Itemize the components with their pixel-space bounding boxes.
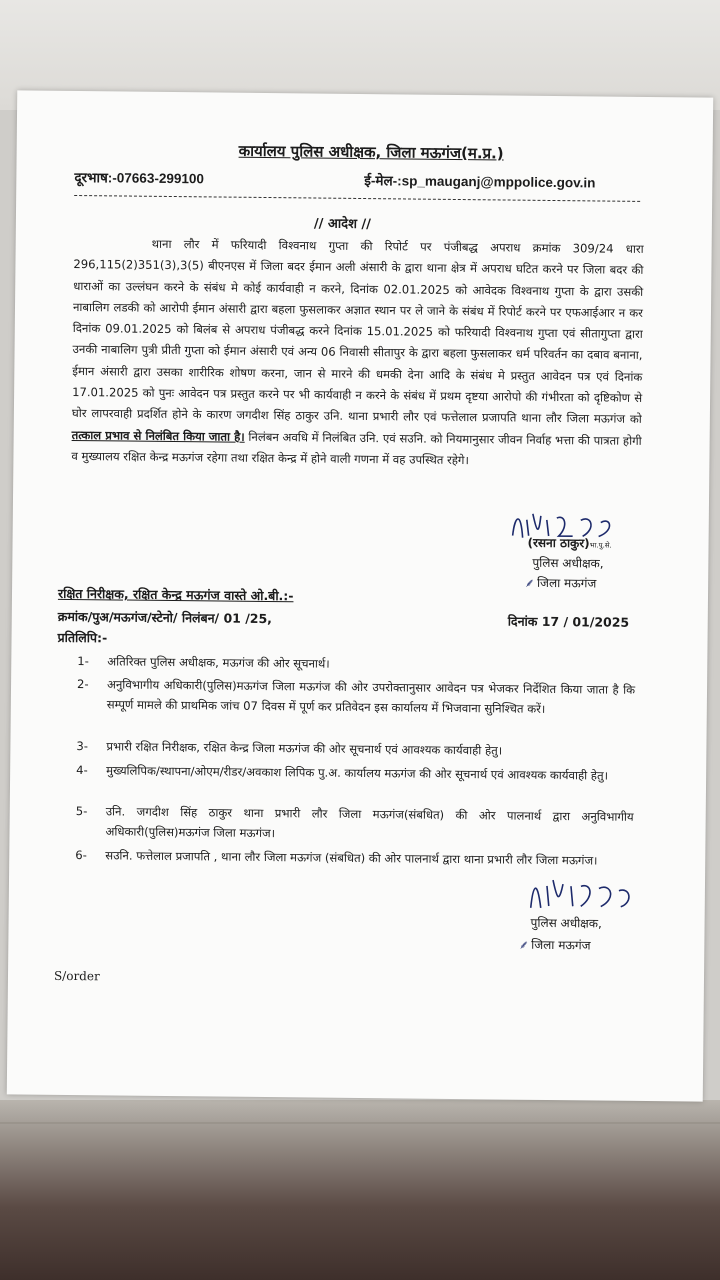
signatory-designation: पुलिस अधीक्षक, bbox=[532, 555, 604, 571]
copy-item-text: सउनि. फत्तेलाल प्रजापति , थाना लौर जिला मऊगंज (संबधित) की ओर पालनार्थ द्वारा थाना प्रभारी लौर जिला मऊगंज। bbox=[105, 848, 598, 868]
copy-item-number: 3- bbox=[76, 739, 89, 754]
phone-number: दूरभाष:-07663-299100 bbox=[74, 169, 205, 187]
copy-item-text: मुख्यलिपिक/स्थापना/ओएम/रीडर/अवकाश लिपिक पु.अ. कार्यालय मऊगंज की ओर सूचनार्थ एवं आवश्यक कार्यवाही हेतु। bbox=[106, 763, 609, 783]
order-title: // आदेश // bbox=[313, 216, 372, 233]
copy-item bbox=[77, 674, 638, 740]
signatory-district bbox=[524, 574, 596, 592]
copy-item-text: उनि. जगदीश सिंह ठाकुर थाना प्रभारी लौर जिला मऊगंज(संबधित) की ओर पालनार्थ द्वारा अनुविभागीय अधिकारी(पुलिस)मऊगंज जिला मऊगंज। bbox=[105, 804, 634, 841]
signatory-name bbox=[527, 534, 611, 552]
signatory-name-text: (रसना ठाकुर) bbox=[527, 535, 590, 551]
copy-item-number: 2- bbox=[76, 677, 89, 692]
order-body-part2: निलंबन अवधि में निलंबित उनि. एवं सउनि. को नियमानुसार जीवन निर्वाह भत्ता की पात्रता होगी व मुख्यालय रक्षित केन्द्र मऊगंज रहेगा तथा रक्षित केन्द्र में होने वाली गणना में वह उपस्थित रहेगे। bbox=[71, 429, 642, 468]
signatory2-district-text: जिला मऊगंज bbox=[531, 937, 591, 953]
signatory2-designation: पुलिस अधीक्षक, bbox=[530, 915, 602, 931]
office-heading: कार्यालय पुलिस अधीक्षक, जिला मऊगंज(म.प्र.) bbox=[238, 141, 504, 163]
divider-line bbox=[74, 195, 640, 202]
copy-item-text: अतिरिक्त पुलिस अधीक्षक, मऊगंज की ओर सूचनार्थ। bbox=[107, 654, 330, 671]
document-page bbox=[7, 90, 713, 1101]
signature-scribble-2 bbox=[521, 874, 641, 915]
signatory-service: भा.पु.से. bbox=[589, 541, 612, 550]
copy-label: प्रतिलिपि:- bbox=[57, 629, 108, 646]
copy-item bbox=[77, 651, 637, 677]
copy-item-number: 5- bbox=[75, 804, 88, 819]
order-body bbox=[71, 233, 643, 473]
copy-item-number: 1- bbox=[77, 654, 89, 669]
floor-tile-edge bbox=[0, 1122, 720, 1124]
copy-item-number: 4- bbox=[76, 763, 88, 778]
reference-number: क्रमांक/पुअ/मऊगंज/स्टेनो/ निलंबन/ 01 /25, bbox=[57, 608, 273, 627]
background-floor bbox=[0, 1100, 720, 1280]
reference-date: दिनांक 17 / 01/2025 bbox=[507, 613, 630, 630]
copy-item-number: 6- bbox=[75, 848, 87, 863]
reference-heading: रक्षित निरीक्षक, रक्षित केन्द्र मऊगंज वास्ते ओ.बी.:- bbox=[57, 585, 294, 604]
signatory2-district bbox=[518, 936, 590, 954]
copy-item bbox=[76, 736, 636, 762]
signatory-district-text: जिला मऊगंज bbox=[536, 575, 597, 591]
footer-note: S/order bbox=[53, 968, 100, 984]
copy-item bbox=[75, 801, 635, 847]
initial-mark-2: ⸙ bbox=[518, 937, 528, 952]
email-address: ई-मेल-:sp_mauganj@mppolice.gov.in bbox=[364, 173, 596, 191]
copy-item-text: अनुविभागीय अधिकारी(पुलिस)मऊगंज जिला मऊगंज की ओर उपरोक्तानुसार आवेदन पत्र भेजकर निर्देशित किया जाता है कि सम्पूर्ण मामले की प्राथमिक जांच 07 दिवस में पूर्ण कर प्रतिवेदन इस कार्यालय में भिजवाना सुनिश्चित करें। bbox=[106, 677, 636, 716]
initial-mark-1: ⸙ bbox=[524, 575, 534, 590]
order-body-emphasis: तत्काल प्रभाव से निलंबित किया जाता है। bbox=[71, 427, 245, 444]
copy-item-text: प्रभारी रक्षित निरीक्षक, रक्षित केन्द्र जिला मऊगंज की ओर सूचनार्थ एवं आवश्यक कार्यवाही हेतु। bbox=[106, 739, 503, 758]
copy-item bbox=[76, 760, 636, 806]
order-body-part1: थाना लौर में फरियादी विश्वनाथ गुप्ता की रिपोर्ट पर पंजीबद्ध अपराध क्रमांक 309/24 धारा 296,115(2)351(3),3(5) बीएनएस में जिला बदर ईमान अली अंसारी के द्वारा थाना क्षेत्र में अपराध घटित करने पर जिला बदर की धाराओं का उल्लंघन करने के संबंध मे कोई कार्यवाही न करने, दिनांक 02.01.2025 को आवेदक विश्वनाथ गुप्ता के द्वारा उसकी नाबालिग लडकी को आरोपी ईमान अंसारी द्वारा बहला फुसलाकर अज्ञात स्थान पर ले जाने के संबंध में रिपोर्ट करने पर एफआईआर न कर दिनांक 09.01.2025 को बिलंब से अपराध पंजीबद्ध करने दिनांक 15.01.2025 को फरियादी विश्वनाथ गुप्ता एवं सीतागुप्ता द्वारा उनकी नाबालिग पुत्री प्रीती गुप्ता को ईमान अंसारी एवं अन्य 06 निवासी सीतापुर के द्वारा बहला फुसलाकर धर्म परिवर्तन का दबाव बनाना, ईमान अंसारी द्वारा उसका शारीरिक शोषण करना, जान से मारने की धमकी देना आदि के संबंध मे प्रस्तुत आवेदन पत्र एवं दिनांक 17.01.2025 को पुनः आवेदन पत्र प्रस्तुत करने पर भी कार्यवाही न करने के संबंध में प्रथम दृष्टया आरोपो की गंभीरता को दृष्टिकोण से घोर लापरवाही प्रदर्शित होने के कारण जगदीश सिंह ठाकुर उनि. थाना प्रभारी लौर एवं फत्तेलाल प्रजापति थाना लौर जिला मऊगंज को bbox=[71, 236, 644, 427]
